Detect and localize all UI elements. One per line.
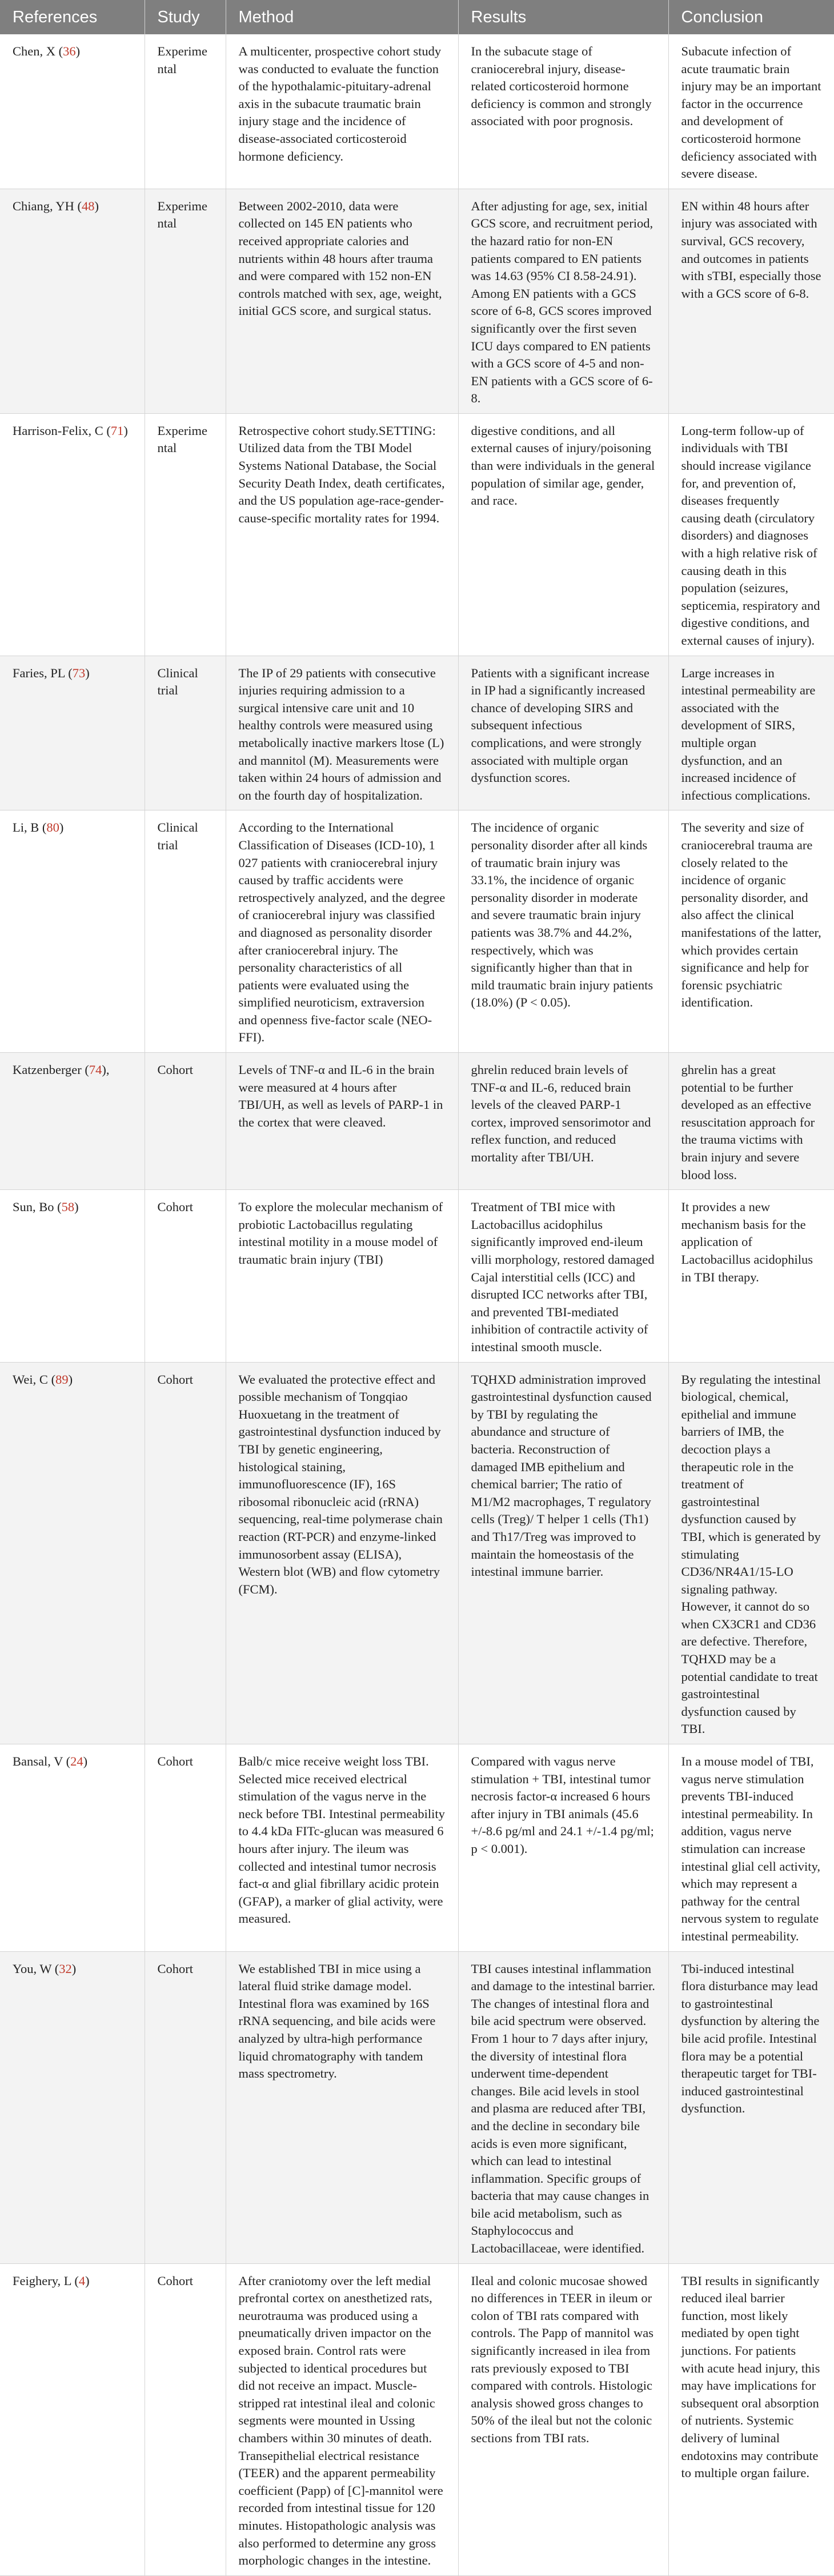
header-study: Study: [145, 0, 226, 34]
conclusion-cell: Long-term follow-up of individuals with TBI should increase vigilance for, and prevention of, diseases frequently causing death (circulatory disorders) and diagnoses with a high relative risk of causing death in this population (seizures, septicemia, respiratory and digestive conditions, and external causes of injury).: [668, 413, 834, 656]
table-header-row: [0, 0, 834, 34]
results-cell: Ileal and colonic mucosae showed no differences in TEER in ileum or colon of TBI rats compared with controls. The Papp of mannitol was significantly increased in ilea from rats previously exposed to TBI compared with controls. Histologic analysis showed gross changes to 50% of the ileal but not the colonic sections from TBI rats.: [458, 2263, 668, 2575]
study-cell: Cohort: [145, 1362, 226, 1744]
study-cell: Cohort: [145, 2263, 226, 2575]
reference-cell: Faries, PL (73): [0, 656, 145, 810]
header-references: References: [0, 0, 145, 34]
reference-cell: Wei, C (89): [0, 1362, 145, 1744]
conclusion-cell: ghrelin has a great potential to be further developed as an effective resuscitation approach for the trauma victims with brain injury and severe blood loss.: [668, 1053, 834, 1190]
header-method: Method: [226, 0, 458, 34]
reference-cell: Chen, X (36): [0, 34, 145, 189]
reference-cell: Harrison-Felix, C (71): [0, 413, 145, 656]
citation-link[interactable]: 36: [63, 44, 76, 58]
citation-link[interactable]: 73: [72, 665, 86, 680]
results-cell: After adjusting for age, sex, initial GCS score, and recruitment period, the hazard ratio for non-EN patients compared to EN patients was 14.63 (95% CI 8.58-24.91). Among EN patients with a GCS score of 6-8, GCS scores improved significantly over the first seven ICU days compared to EN patients with a GCS score of 4-5 and non-EN patients with a GCS score of 6-8.: [458, 189, 668, 413]
conclusion-cell: Subacute infection of acute traumatic brain injury may be an important factor in the occurrence and development of corticosteroid hormone deficiency associated with severe disease.: [668, 34, 834, 189]
table-row: [0, 189, 834, 413]
reference-author: Chen, X: [13, 44, 55, 58]
citation-link[interactable]: 74: [89, 1063, 102, 1077]
study-cell: Clinical trial: [145, 810, 226, 1053]
citation-link[interactable]: 32: [59, 1961, 72, 1976]
results-cell: Patients with a significant increase in IP had a significantly increased chance of developing SIRS and subsequent infectious complications, and were strongly associated with multiple organ dysfunction scores.: [458, 656, 668, 810]
conclusion-cell: TBI results in significantly reduced ileal barrier function, most likely mediated by open tight junctions. For patients with acute head injury, this may have implications for subsequent oral absorption of nutrients. Systemic delivery of luminal endotoxins may contribute to multiple organ failure.: [668, 2263, 834, 2575]
method-cell: After craniotomy over the left medial prefrontal cortex on anesthetized rats, neurotrauma was produced using a pneumatically driven impactor on the exposed brain. Control rats were subjected to identical procedures but did not receive an impact. Muscle-stripped rat intestinal ileal and colonic segments were mounted in Ussing chambers within 30 minutes of death. Transepithelial electrical resistance (TEER) and the apparent permeability coefficient (Papp) of [C]-mannitol were recorded from intestinal tissue for 120 minutes. Histopathologic analysis was also performed to determine any gross morphologic changes in the intestine.: [226, 2263, 458, 2575]
table-row: [0, 810, 834, 1053]
method-cell: Retrospective cohort study.SETTING: Utilized data from the TBI Model Systems National Database, the Social Security Death Index, death certificates, and the US population age-race-gender-cause-specific mortality rates for 1994.: [226, 413, 458, 656]
header-conclusion: Conclusion: [668, 0, 834, 34]
reference-author: Sun, Bo: [13, 1200, 54, 1215]
citation-link[interactable]: 4: [78, 2273, 86, 2288]
method-cell: According to the International Classification of Diseases (ICD-10), 1 027 patients with craniocerebral injury caused by traffic accidents were retrospectively analyzed, and the degree of craniocerebral injury was classified and diagnosed as personality disorder after craniocerebral injury. The personality characteristics of all patients were evaluated using the simplified neuroticism, extraversion and openness five-factor scale (NEO-FFI).: [226, 810, 458, 1053]
results-cell: Compared with vagus nerve stimulation + TBI, intestinal tumor necrosis factor-α increased 6 hours after injury in TBI animals (45.6 +/-8.6 pg/ml and 24.1 +/-1.4 pg/ml; p < 0.001).: [458, 1744, 668, 1952]
results-cell: TBI causes intestinal inflammation and damage to the intestinal barrier. The changes of intestinal flora and bile acid spectrum were observed. From 1 hour to 7 days after injury, the diversity of intestinal flora underwent time-dependent changes. Bile acid levels in stool and plasma are reduced after TBI, and the decline in secondary bile acids is even more significant, which can lead to intestinal inflammation. Specific groups of bacteria that may cause changes in bile acid metabolism, such as Staphylococcus and Lactobacillaceae, were identified.: [458, 1951, 668, 2263]
method-cell: The IP of 29 patients with consecutive injuries requiring admission to a surgical intensive care unit and 10 healthy controls were measured using metabolically inactive markers ltose (L) and mannitol (M). Measurements were taken within 24 hours of admission and on the fourth day of hospitalization.: [226, 656, 458, 810]
citation-link[interactable]: 24: [70, 1754, 83, 1769]
results-cell: digestive conditions, and all external causes of injury/poisoning than were individuals in the general population of similar age, gender, and race.: [458, 413, 668, 656]
reference-author: Katzenberger: [13, 1063, 82, 1077]
table-row: [0, 413, 834, 656]
conclusion-cell: Large increases in intestinal permeability are associated with the development of SIRS, multiple organ dysfunction, and an increased incidence of infectious complications.: [668, 656, 834, 810]
table-row: [0, 1951, 834, 2263]
table-row: [0, 1744, 834, 1952]
citation-link[interactable]: 48: [82, 198, 95, 213]
method-cell: To explore the molecular mechanism of probiotic Lactobacillus regulating intestinal motility in a mouse model of traumatic brain injury (TBI): [226, 1190, 458, 1362]
method-cell: Balb/c mice receive weight loss TBI. Selected mice received electrical stimulation of the vagus nerve in the neck before TBI. Intestinal permeability to 4.4 kDa FITc-glucan was measured 6 hours after injury. The ileum was collected and intestinal tumor necrosis fact-α and glial fibrillary acidic protein (GFAP), a marker of glial activity, were measured.: [226, 1744, 458, 1952]
method-cell: We evaluated the protective effect and possible mechanism of Tongqiao Huoxuetang in the treatment of gastrointestinal dysfunction induced by TBI by genetic engineering, histological staining, immunofluorescence (IF), 16S ribosomal ribonucleic acid (rRNA) sequencing, real-time polymerase chain reaction (RT-PCR) and enzyme-linked immunosorbent assay (ELISA), Western blot (WB) and flow cytometry (FCM).: [226, 1362, 458, 1744]
reference-author: Feighery, L: [13, 2273, 71, 2288]
conclusion-cell: By regulating the intestinal biological, chemical, epithelial and immune barriers of IMB, the decoction plays a therapeutic role in the treatment of gastrointestinal dysfunction caused by TBI, which is generated by stimulating CD36/NR4A1/15-LO signaling pathway. However, it cannot do so when CX3CR1 and CD36 are defective. Therefore, TQHXD may be a potential candidate to treat gastrointestinal dysfunction caused by TBI.: [668, 1362, 834, 1744]
study-cell: Cohort: [145, 1951, 226, 2263]
method-cell: We established TBI in mice using a lateral fluid strike damage model. Intestinal flora was examined by 16S rRNA sequencing, and bile acids were analyzed by ultra-high performance liquid chromatography with tandem mass spectrometry.: [226, 1951, 458, 2263]
table-row: [0, 1362, 834, 1744]
citation-link[interactable]: 71: [110, 423, 124, 438]
results-cell: In the subacute stage of craniocerebral injury, disease-related corticosteroid hormone deficiency is common and strongly associated with poor prognosis.: [458, 34, 668, 189]
table-row: [0, 656, 834, 810]
table-row: [0, 2263, 834, 2575]
study-cell: Experimental: [145, 189, 226, 413]
reference-author: Bansal, V: [13, 1754, 63, 1769]
reference-author: Faries, PL: [13, 665, 65, 680]
reference-cell: Chiang, YH (48): [0, 189, 145, 413]
header-results: Results: [458, 0, 668, 34]
study-cell: Clinical trial: [145, 656, 226, 810]
study-cell: Experimental: [145, 34, 226, 189]
study-cell: Cohort: [145, 1053, 226, 1190]
citation-link[interactable]: 89: [55, 1372, 69, 1387]
reference-cell: Katzenberger (74),: [0, 1053, 145, 1190]
method-cell: Levels of TNF-α and IL-6 in the brain were measured at 4 hours after TBI/UH, as well as levels of PARP-1 in the cortex that were cleaved.: [226, 1053, 458, 1190]
reference-suffix: ,: [106, 1063, 110, 1077]
reference-cell: Bansal, V (24): [0, 1744, 145, 1952]
study-cell: Cohort: [145, 1744, 226, 1952]
table-row: [0, 34, 834, 189]
study-cell: Cohort: [145, 1190, 226, 1362]
citation-link[interactable]: 80: [46, 820, 59, 835]
conclusion-cell: EN within 48 hours after injury was associated with survival, GCS recovery, and outcomes in patients with sTBI, especially those with a GCS score of 6-8.: [668, 189, 834, 413]
reference-author: Wei, C: [13, 1372, 48, 1387]
reference-cell: Li, B (80): [0, 810, 145, 1053]
conclusion-cell: The severity and size of craniocerebral trauma are closely related to the incidence of organic personality disorder, and also affect the clinical manifestations of the latter, which provides certain significance and help for forensic psychiatric identification.: [668, 810, 834, 1053]
conclusion-cell: In a mouse model of TBI, vagus nerve stimulation prevents TBI-induced intestinal permeability. In addition, vagus nerve stimulation can increase intestinal glial cell activity, which may represent a pathway for the central nervous system to regulate intestinal permeability.: [668, 1744, 834, 1952]
table-row: [0, 1190, 834, 1362]
method-cell: Between 2002-2010, data were collected on 145 EN patients who received appropriate calories and nutrients within 48 hours after trauma and were compared with 152 non-EN controls matched with sex, age, weight, initial GCS score, and surgical status.: [226, 189, 458, 413]
reference-author: Li, B: [13, 820, 39, 835]
citation-link[interactable]: 58: [61, 1200, 75, 1215]
conclusion-cell: Tbi-induced intestinal flora disturbance may lead to gastrointestinal dysfunction by altering the bile acid profile. Intestinal flora may be a potential therapeutic target for TBI-induced gastrointestinal dysfunction.: [668, 1951, 834, 2263]
reference-author: Harrison-Felix, C: [13, 423, 103, 438]
method-cell: A multicenter, prospective cohort study was conducted to evaluate the function of the hypothalamic-pituitary-adrenal axis in the subacute traumatic brain injury stage and the incidence of disease-associated corticosteroid hormone deficiency.: [226, 34, 458, 189]
results-cell: TQHXD administration improved gastrointestinal dysfunction caused by TBI by regulating the abundance and structure of bacteria. Reconstruction of damaged IMB epithelium and chemical barrier; The ratio of M1/M2 macrophages, T regulatory cells (Treg)/ T helper 1 cells (Th1) and Th17/Treg was improved to maintain the homeostasis of the intestinal immune barrier.: [458, 1362, 668, 1744]
conclusion-cell: It provides a new mechanism basis for the application of Lactobacillus acidophilus in TBI therapy.: [668, 1190, 834, 1362]
reference-cell: Feighery, L (4): [0, 2263, 145, 2575]
results-cell: The incidence of organic personality disorder after all kinds of traumatic brain injury was 33.1%, the incidence of organic personality disorder in moderate and severe traumatic brain injury patients was 38.7% and 44.2%, respectively, which was significantly higher than that in mild traumatic brain injury patients (18.0%) (P < 0.05).: [458, 810, 668, 1053]
study-cell: Experimental: [145, 413, 226, 656]
results-cell: Treatment of TBI mice with Lactobacillus acidophilus significantly improved end-ileum villi morphology, restored damaged Cajal interstitial cells (ICC) and disrupted ICC networks after TBI, and prevented TBI-mediated inhibition of contractile activity of intestinal smooth muscle.: [458, 1190, 668, 1362]
table-row: [0, 1053, 834, 1190]
reference-cell: Sun, Bo (58): [0, 1190, 145, 1362]
results-cell: ghrelin reduced brain levels of TNF-α and IL-6, reduced brain levels of the cleaved PARP-1 cortex, improved sensorimotor and reflex function, and reduced mortality after TBI/UH.: [458, 1053, 668, 1190]
reference-author: You, W: [13, 1961, 52, 1976]
reference-author: Chiang, YH: [13, 198, 74, 213]
reference-cell: You, W (32): [0, 1951, 145, 2263]
